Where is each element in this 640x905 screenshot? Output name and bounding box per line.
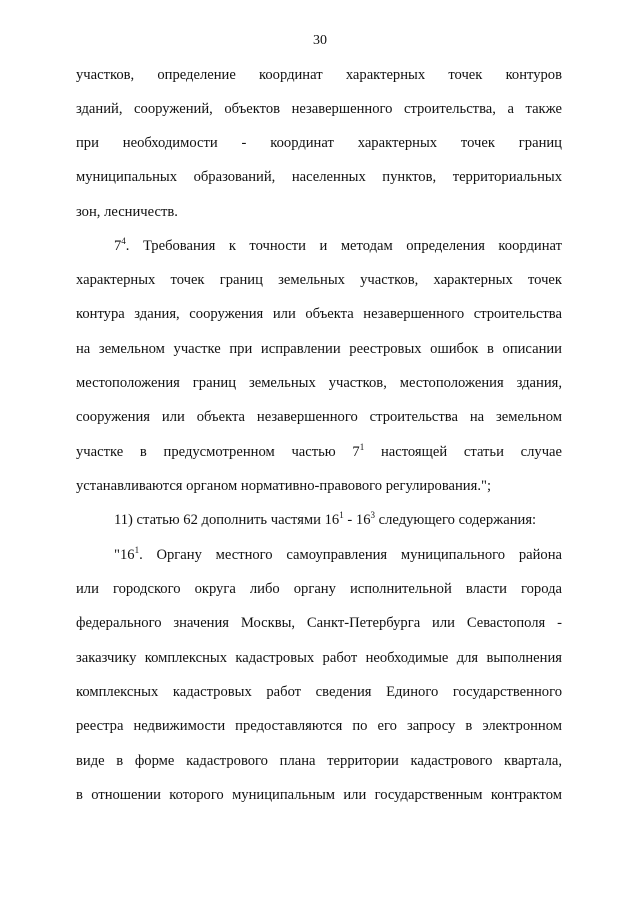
text-line-13: устанавливаются органом нормативно-правового регулирования."; — [76, 478, 491, 494]
text-line-8: контура здания, сооружения или объекта незавершенного строительства — [76, 306, 562, 322]
text-line-7: характерных точек границ земельных участков, характерных точек — [76, 272, 562, 288]
text-line-20: реестра недвижимости предоставляются по его запросу в электронном — [76, 718, 562, 734]
text-line-1: участков, определение координат характерных точек контуров — [76, 67, 562, 83]
text-line-10: местоположения границ земельных участков, местоположения здания, — [76, 375, 562, 391]
text-line-9: на земельном участке при исправлении реестровых ошибок в описании — [76, 341, 562, 357]
text-line-4: муниципальных образований, населенных пунктов, территориальных — [76, 169, 562, 185]
text-line-3: при необходимости - координат характерных точек границ — [76, 135, 562, 151]
page-number: 30 — [313, 33, 327, 48]
text-line-12: участке в предусмотренном частью $7^1$ настоящей статьи случае — [76, 442, 562, 460]
text-line-19: комплексных кадастровых работ сведения Единого государственного — [76, 684, 562, 700]
item-11-heading: 11) статью 62 дополнить частями $16^1 - 16^3$ следующего содержания: — [114, 510, 537, 528]
text-line-5: зон, лесничеств. — [76, 204, 178, 220]
text-line-21: виде в форме кадастрового плана территории кадастрового квартала, — [76, 753, 562, 769]
text-line-2: зданий, сооружений, объектов незавершенного строительства, а также — [76, 101, 562, 117]
paragraph-7-4-start: $7^4$. Требования к точности и методам определения координат — [114, 236, 562, 254]
paragraph-16-1-start: "$16^1$. Органу местного самоуправления муниципального района — [114, 545, 562, 563]
text-line-17: федерального значения Москвы, Санкт-Петербурга или Севастополя - — [76, 615, 562, 631]
text-line-11: сооружения или объекта незавершенного строительства на земельном — [76, 409, 562, 425]
text-line-18: заказчику комплексных кадастровых работ необходимые для выполнения — [76, 650, 562, 666]
text-line-16: или городского округа либо органу исполнительной власти города — [76, 581, 562, 597]
text-line-22: в отношении которого муниципальным или государственным контрактом — [76, 787, 562, 803]
